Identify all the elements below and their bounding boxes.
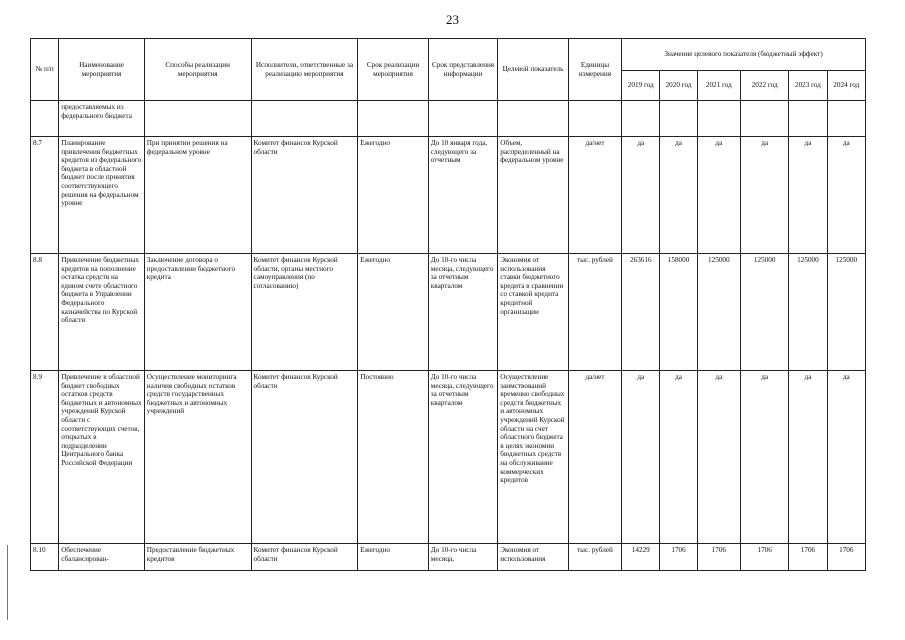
cell-value: да [827,137,865,254]
header-executors: Исполнители, ответственные за реализацию мероприятия [251,39,358,101]
cell-indicator: Объем, распределенный на федеральном уровне [498,137,569,254]
cell-term: Ежегодно [358,544,429,571]
header-target-group: Значение целевого показателя (бюджетный эффект) [622,39,866,71]
cell-indicator [498,101,569,137]
table-row [31,254,866,371]
cell-value: да [740,137,788,254]
cell-value [660,101,697,137]
cell-term [358,101,429,137]
cell-value: 125000 [789,254,827,371]
cell-info-term: До 10-го числа месяца, следующего за отчетным кварталом [428,371,497,544]
header-units: Единицы измерения [568,39,621,101]
cell-value: да [660,371,697,544]
cell-value: 125000 [827,254,865,371]
cell-num: 8.7 [31,137,59,254]
cell-value: 14229 [622,544,660,571]
cell-value: да [827,371,865,544]
cell-executors: Комитет финансов Курской области [251,544,358,571]
cell-indicator: Экономия от использования [498,544,569,571]
table-row [31,137,866,254]
cell-value: 125000 [740,254,788,371]
header-methods: Способы реализации мероприятия [144,39,251,101]
page-number: 23 [446,12,459,27]
cell-info-term: До 10-го числа месяца, [428,544,497,571]
cell-info-term [428,101,497,137]
cell-value: 1706 [789,544,827,571]
cell-num: 8.9 [31,371,59,544]
cell-value: да [740,371,788,544]
header-year: 2022 год [740,71,788,101]
cell-value: 1706 [660,544,697,571]
cell-term: Ежегодно [358,254,429,371]
cell-methods: Осуществление мониторинга наличия свободных остатков средств государственных бюджетных и автономных учреждений [144,371,251,544]
cell-value: 1706 [697,544,740,571]
cell-units: тыс. рублей [568,544,621,571]
cell-value: 1706 [827,544,865,571]
cell-units: да/нет [568,137,621,254]
cell-value: да [660,137,697,254]
header-year: 2024 год [827,71,865,101]
cell-value: да [789,371,827,544]
cell-name: Планирование привлечения бюджетных кредитов из федерального бюджета в областной бюджет после принятия соответствующего решения на федеральном уровне [59,137,145,254]
cell-value: да [697,137,740,254]
cell-value: да [622,371,660,544]
cell-value: 158000 [660,254,697,371]
cell-name: Привлечение в областной бюджет свободных остатков средств бюджетных и автономных учреждений Курской области с соответствующих счетов, открытых в подразделении Центрального банка Российской Федерации [59,371,145,544]
cell-name: Обеспечение сбалансирован- [59,544,145,571]
cell-units [568,101,621,137]
cell-methods [144,101,251,137]
cell-num: 8.8 [31,254,59,371]
header-year: 2020 год [660,71,697,101]
table-row [31,101,866,137]
cell-executors: Комитет финансов Курской области, органы местного самоуправления (по согласованию) [251,254,358,371]
cell-term: Ежегодно [358,137,429,254]
cell-value [827,101,865,137]
table-row [31,544,866,571]
cell-units: тыс. рублей [568,254,621,371]
header-year: 2021 год [697,71,740,101]
header-year: 2023 год [789,71,827,101]
cell-units: да/нет [568,371,621,544]
header-info-term: Срок представления информации [428,39,497,101]
target-indicators-table [30,38,866,571]
cell-value: 1706 [740,544,788,571]
header-indicator: Целевой показатель [498,39,569,101]
header-term: Срок реализации мероприятия [358,39,429,101]
cell-methods: Предоставление бюджетных кредитов [144,544,251,571]
header-year: 2019 год [622,71,660,101]
cell-methods: Заключение договора о предоставлении бюджетного кредита [144,254,251,371]
cell-value: да [622,137,660,254]
cell-value: 125000 [697,254,740,371]
cell-value [740,101,788,137]
cell-value [697,101,740,137]
cell-value [622,101,660,137]
cell-indicator: Осуществление заимствований временно свободных средств бюджетных и автономных учреждений Курской области на счет областного бюджета в целях экономии бюджетных средств на обслуживание коммерческих кредитов [498,371,569,544]
cell-methods: При принятии решения на федеральном уровне [144,137,251,254]
cell-name: Привлечение бюджетных кредитов на пополнение остатка средств на едином счете областного бюджета в Управлении Федерального казначейства по Курской области [59,254,145,371]
cell-indicator: Экономия от использования ставки бюджетного кредита в сравнении со ставкой кредита кредитной организации [498,254,569,371]
cell-executors: Комитет финансов Курской области [251,137,358,254]
cell-info-term: До 10 января года, следующего за отчетным [428,137,497,254]
cell-value [789,101,827,137]
header-name: Наименование мероприятия [59,39,145,101]
table-row [31,371,866,544]
cell-name: предоставляемых из федерального бюджета [59,101,145,137]
cell-executors: Комитет финансов Курской области [251,371,358,544]
cell-num: 8.10 [31,544,59,571]
left-margin-rule [7,545,8,620]
cell-num [31,101,59,137]
cell-value: 263616 [622,254,660,371]
cell-executors [251,101,358,137]
header-num: № п/п [31,39,59,101]
cell-term: Постоянно [358,371,429,544]
cell-value: да [697,371,740,544]
cell-value: да [789,137,827,254]
cell-info-term: До 10-го числа месяца, следующего за отчетным кварталом [428,254,497,371]
